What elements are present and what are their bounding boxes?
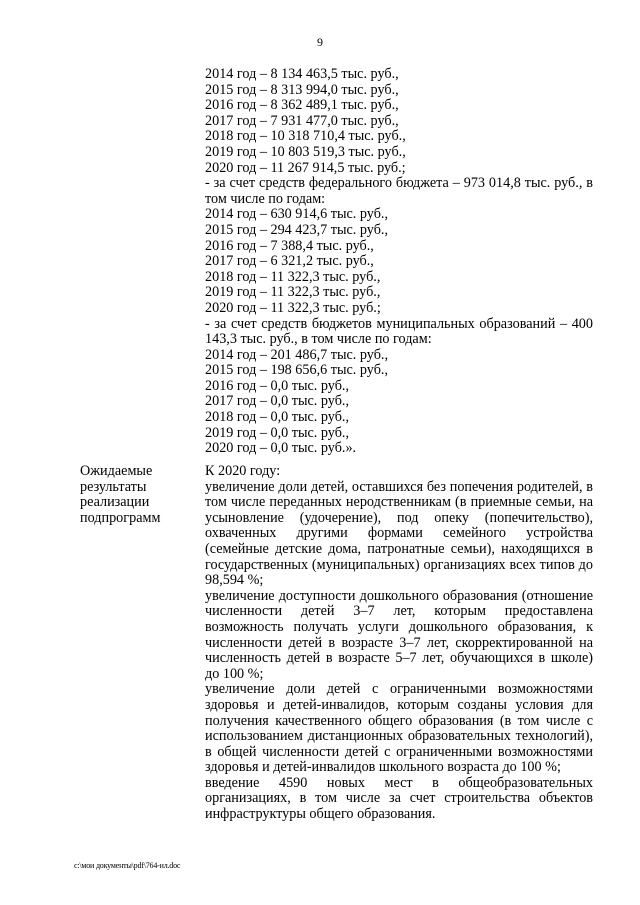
funding-line-2016: 2016 год – 8 362 489,1 тыс. руб., bbox=[205, 97, 399, 114]
municipal-line-2019: 2019 год – 0,0 тыс. руб., bbox=[205, 424, 350, 441]
federal-line-2014: 2014 год – 630 914,6 тыс. руб., bbox=[205, 206, 389, 223]
expected-results-block bbox=[205, 464, 593, 823]
funding-line-2020: 2020 год – 11 267 914,5 тыс. руб.; bbox=[205, 159, 406, 176]
result-paragraph: увеличение доли детей, оставшихся без попечения родителей, в том числе переданных неродственникам (в приемные семьи, на усыновление (удочерение), под опеку (попечительство), охваченных другими формами семейного устройства (семейные детские дома, патронатные семьи), находящихся в государственных (муниципальных) организациях всех типов до 98,594 %; bbox=[205, 478, 593, 589]
result-paragraph: введение 4590 новых мест в общеобразовательных организациях, в том числе за счет строительства объектов инфраструктуры общего образования. bbox=[205, 774, 593, 823]
federal-line-2020: 2020 год – 11 322,3 тыс. руб.; bbox=[205, 299, 381, 316]
funding-line-2015: 2015 год – 8 313 994,0 тыс. руб., bbox=[205, 81, 399, 98]
federal-line-2018: 2018 год – 11 322,3 тыс. руб., bbox=[205, 268, 381, 285]
municipal-line-2018: 2018 год – 0,0 тыс. руб., bbox=[205, 409, 350, 426]
funding-line-2019: 2019 год – 10 803 519,3 тыс. руб., bbox=[205, 143, 406, 160]
footer-file-path: c:\мои документы\pdf\764-ил.doc bbox=[74, 861, 181, 870]
result-paragraph: увеличение доступности дошкольного образования (отношение численности детей 3–7 лет, которым предоставлена возможность получать услуги дошкольного образования, к численности детей в возрасте 3–7 лет, скорректированной на численность детей в возрасте 5–7 лет, обучающихся в школе) до 100 %; bbox=[205, 587, 593, 682]
municipal-line-2014: 2014 год – 201 486,7 тыс. руб., bbox=[205, 346, 389, 363]
funding-block bbox=[205, 67, 593, 457]
page-number: 9 bbox=[317, 35, 323, 49]
municipal-budget-intro: - за счет средств бюджетов муниципальных образований – 400 143,3 тыс. руб., в том числе по годам: bbox=[205, 315, 593, 348]
results-intro: К 2020 году: bbox=[205, 463, 281, 479]
federal-budget-intro: - за счет средств федерального бюджета – 973 014,8 тыс. руб., в том числе по годам: bbox=[205, 175, 593, 207]
federal-line-2019: 2019 год – 11 322,3 тыс. руб., bbox=[205, 284, 381, 301]
federal-line-2017: 2017 год – 6 321,2 тыс. руб., bbox=[205, 253, 374, 270]
municipal-line-2015: 2015 год – 198 656,6 тыс. руб., bbox=[205, 362, 389, 379]
municipal-line-2017: 2017 год – 0,0 тыс. руб., bbox=[205, 393, 350, 410]
funding-line-2017: 2017 год – 7 931 477,0 тыс. руб., bbox=[205, 112, 399, 129]
funding-line-2018: 2018 год – 10 318 710,4 тыс. руб., bbox=[205, 128, 406, 145]
result-paragraph: увеличение доли детей с ограниченными возможностями здоровья и детей-инвалидов, которым созданы условия для получения качественного общего образования (в том числе с использованием дистанционных образовательных технологий), в общей численности детей с ограниченными возможностями здоровья и детей-инвалидов школьного возраста до 100 %; bbox=[205, 681, 593, 776]
federal-line-2016: 2016 год – 7 388,4 тыс. руб., bbox=[205, 237, 374, 254]
federal-line-2015: 2015 год – 294 423,7 тыс. руб., bbox=[205, 221, 389, 238]
municipal-line-2016: 2016 год – 0,0 тыс. руб., bbox=[205, 377, 350, 394]
municipal-line-2020: 2020 год – 0,0 тыс. руб.». bbox=[205, 440, 357, 457]
funding-line-2014: 2014 год – 8 134 463,5 тыс. руб., bbox=[205, 66, 399, 82]
expected-results-label: Ожидаемые результаты реализации подпрограмм bbox=[80, 463, 161, 526]
